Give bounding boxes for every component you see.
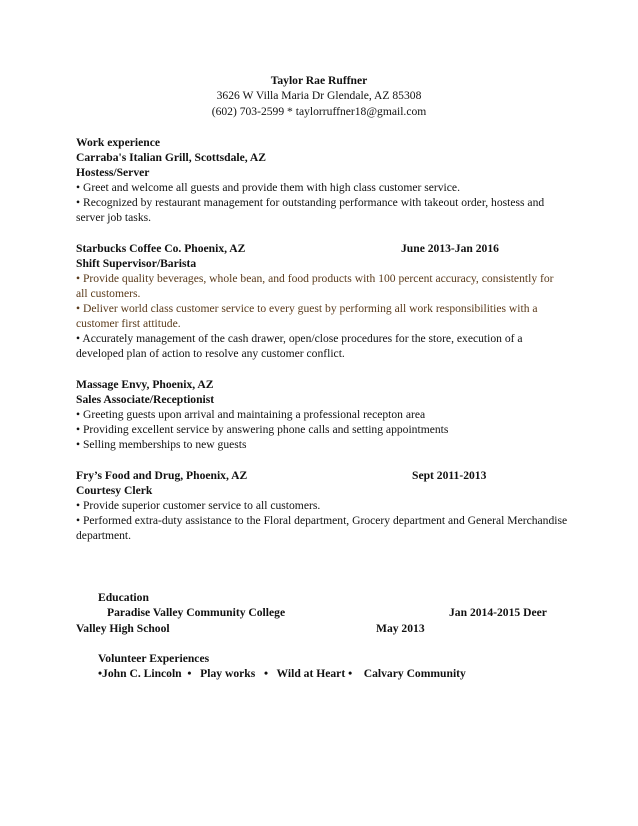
job-duty-line: • Selling memberships to new guests	[76, 438, 247, 451]
job-duty-line: • Deliver world class customer service to every guest by performing all work responsibilities with a	[76, 302, 538, 315]
volunteer-heading: Volunteer Experiences	[98, 652, 210, 665]
job-duty-line: all customers.	[76, 287, 141, 300]
job-duty-line: customer first attitude.	[76, 317, 181, 330]
applicant-contact: (602) 703-2599 * taylorruffner18@gmail.com	[211, 105, 427, 118]
applicant-name: Taylor Rae Ruffner	[270, 74, 368, 87]
job-duty-line: • Accurately management of the cash drawer, open/close procedures for the store, execution of a	[76, 332, 523, 345]
job-duty-line: • Greeting guests upon arrival and maintaining a professional recepton area	[76, 408, 426, 421]
job-duty-line: • Greet and welcome all guests and provide them with high class customer service.	[76, 181, 460, 194]
job-duty-line: • Provide superior customer service to all customers.	[76, 499, 321, 512]
applicant-address: 3626 W Villa Maria Dr Glendale, AZ 85308	[216, 89, 422, 102]
job-employer: Massage Envy, Phoenix, AZ	[76, 378, 214, 391]
job-duty-line: department.	[76, 529, 132, 542]
job-duty-line: • Providing excellent service by answering phone calls and setting appointments	[76, 423, 449, 436]
job-title: Shift Supervisor/Barista	[76, 257, 197, 270]
volunteer-items: •John C. Lincoln • Play works • Wild at Heart • Calvary Community	[98, 667, 466, 680]
high-school-name: Valley High School	[76, 622, 170, 635]
job-dates: June 2013-Jan 2016	[401, 242, 499, 255]
work-experience-heading: Work experience	[76, 136, 161, 149]
job-duty-line: • Performed extra-duty assistance to the Floral department, Grocery department and General Merchandise	[76, 514, 568, 527]
job-title: Hostess/Server	[76, 166, 150, 179]
job-duty-line: • Provide quality beverages, whole bean, and food products with 100 percent accuracy, consistently for	[76, 272, 554, 285]
job-employer: Starbucks Coffee Co. Phoenix, AZ	[76, 242, 246, 255]
education-heading: Education	[98, 591, 149, 604]
high-school-dates: May 2013	[376, 622, 425, 635]
college-dates: Jan 2014-2015 Deer	[449, 606, 547, 619]
job-employer: Carraba's Italian Grill, Scottsdale, AZ	[76, 151, 267, 164]
job-duty-line: • Recognized by restaurant management for outstanding performance with takeout order, hostess and	[76, 196, 545, 209]
job-title: Sales Associate/Receptionist	[76, 393, 215, 406]
college-name: Paradise Valley Community College	[107, 606, 286, 619]
job-title: Courtesy Clerk	[76, 484, 153, 497]
job-duty-line: server job tasks.	[76, 211, 152, 224]
job-employer: Fry’s Food and Drug, Phoenix, AZ	[76, 469, 248, 482]
job-duty-line: developed plan of action to resolve any customer conflict.	[76, 347, 345, 360]
job-dates: Sept 2011-2013	[412, 469, 487, 482]
